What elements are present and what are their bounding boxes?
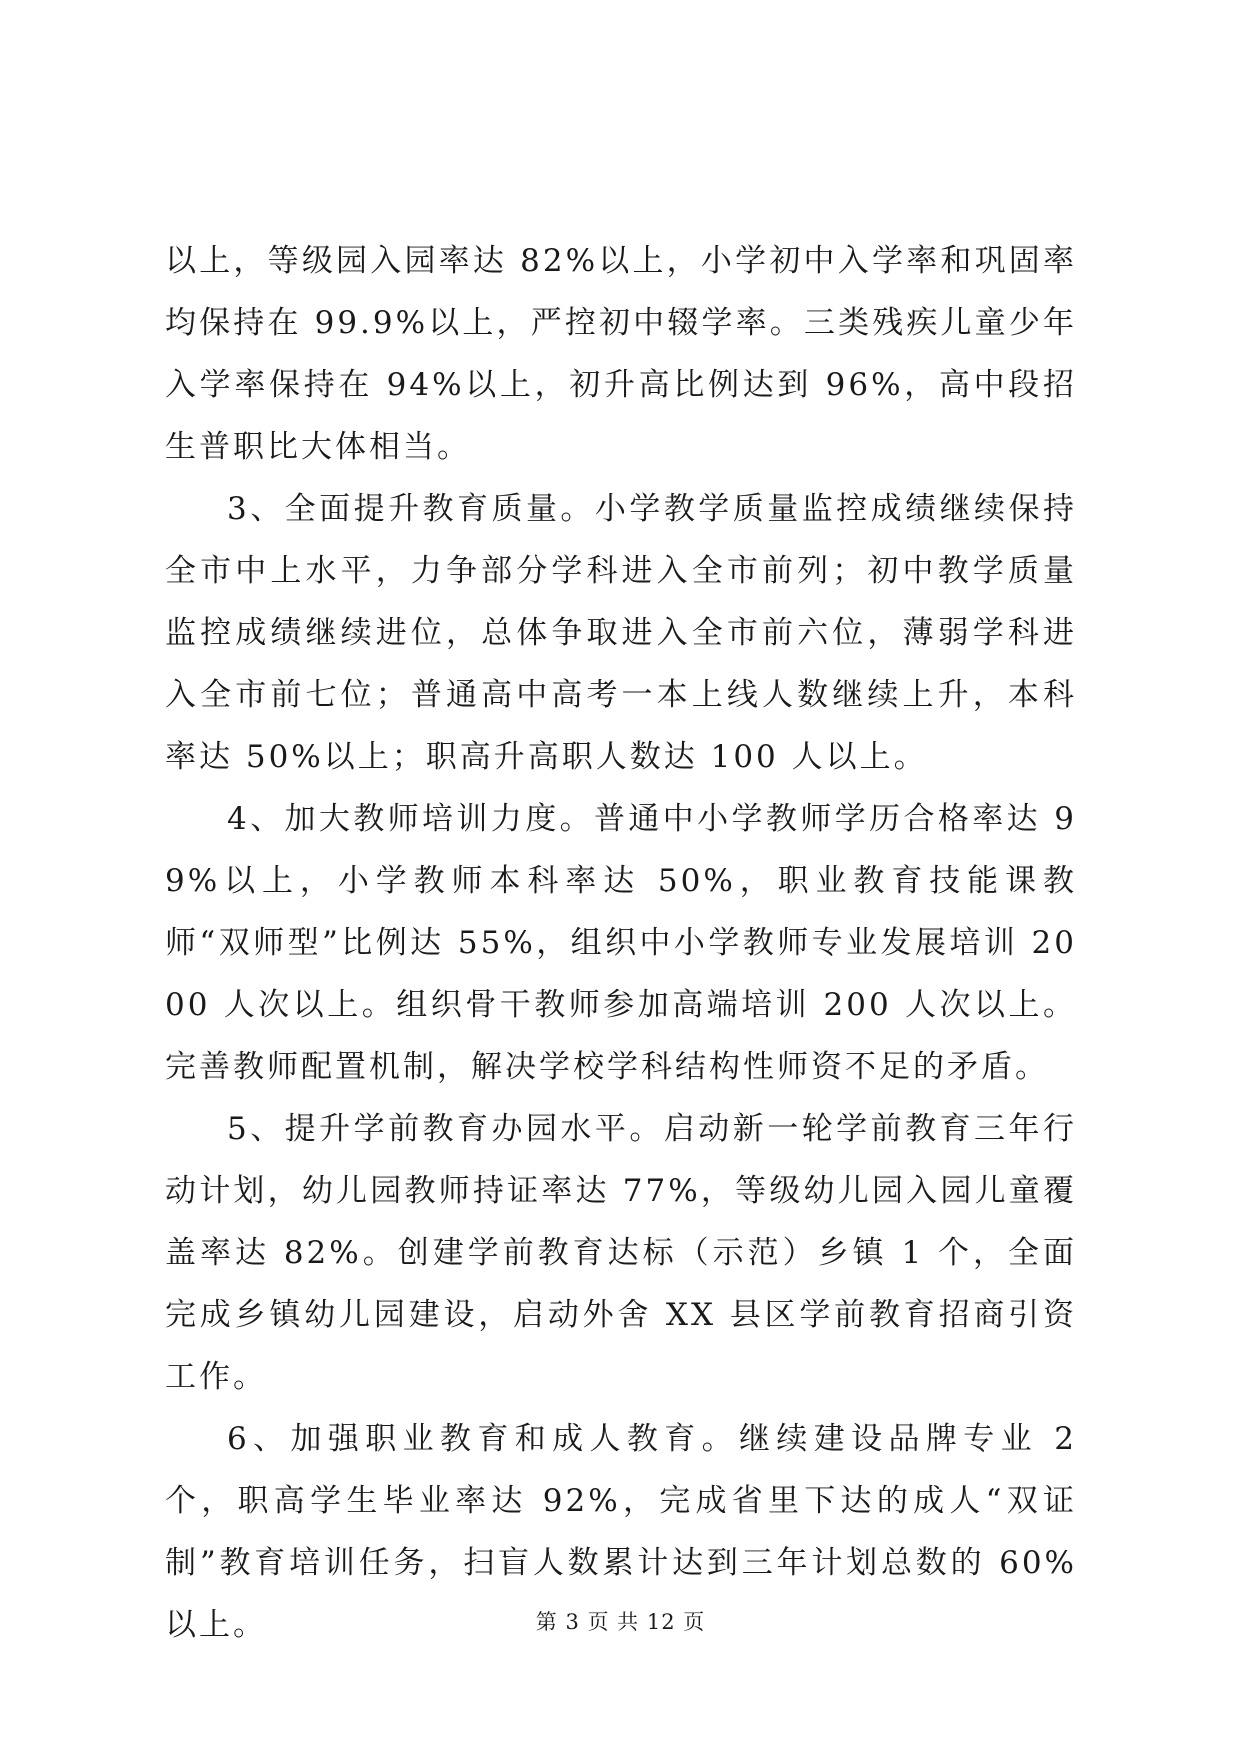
page-footer: 第 3 页 共 12 页 (535, 1610, 706, 1634)
paragraph-preschool-education: 5、提升学前教育办园水平。启动新一轮学前教育三年行动计划，幼儿园教师持证率达 77%，等级幼儿园入园儿童覆盖率达 82%。创建学前教育达标（示范）乡镇 1 个，全面完成乡镇幼儿园建设，启动外舍 XX 县区学前教育招商引资工作。 (165, 1111, 1077, 1395)
document-body (165, 230, 1077, 1656)
paragraph-teacher-training: 4、加大教师培训力度。普通中小学教师学历合格率达 99%以上，小学教师本科率达 50%，职业教育技能课教师“双师型”比例达 55%，组织中小学教师专业发展培训 2000 人次以上。组织骨干教师参加高端培训 200 人次以上。完善教师配置机制，解决学校学科结构性师资不足的矛盾。 (165, 801, 1077, 1085)
paragraph-continuation: 以上，等级园入园率达 82%以上，小学初中入学率和巩固率均保持在 99.9%以上，严控初中辍学率。三类残疾儿童少年入学率保持在 94%以上，初升高比例达到 96%，高中段招生普职比大体相当。 (165, 243, 1077, 465)
paragraph-vocational-education: 6、加强职业教育和成人教育。继续建设品牌专业 2 个，职高学生毕业率达 92%，完成省里下达的成人“双证制”教育培训任务，扫盲人数累计达到三年计划总数的 60%以上。 (165, 1421, 1077, 1643)
paragraph-education-quality: 3、全面提升教育质量。小学教学质量监控成绩继续保持全市中上水平，力争部分学科进入全市前列；初中教学质量监控成绩继续进位，总体争取进入全市前六位，薄弱学科进入全市前七位；普通高中高考一本上线人数继续上升，本科率达 50%以上；职高升高职人数达 100 人以上。 (165, 491, 1077, 775)
